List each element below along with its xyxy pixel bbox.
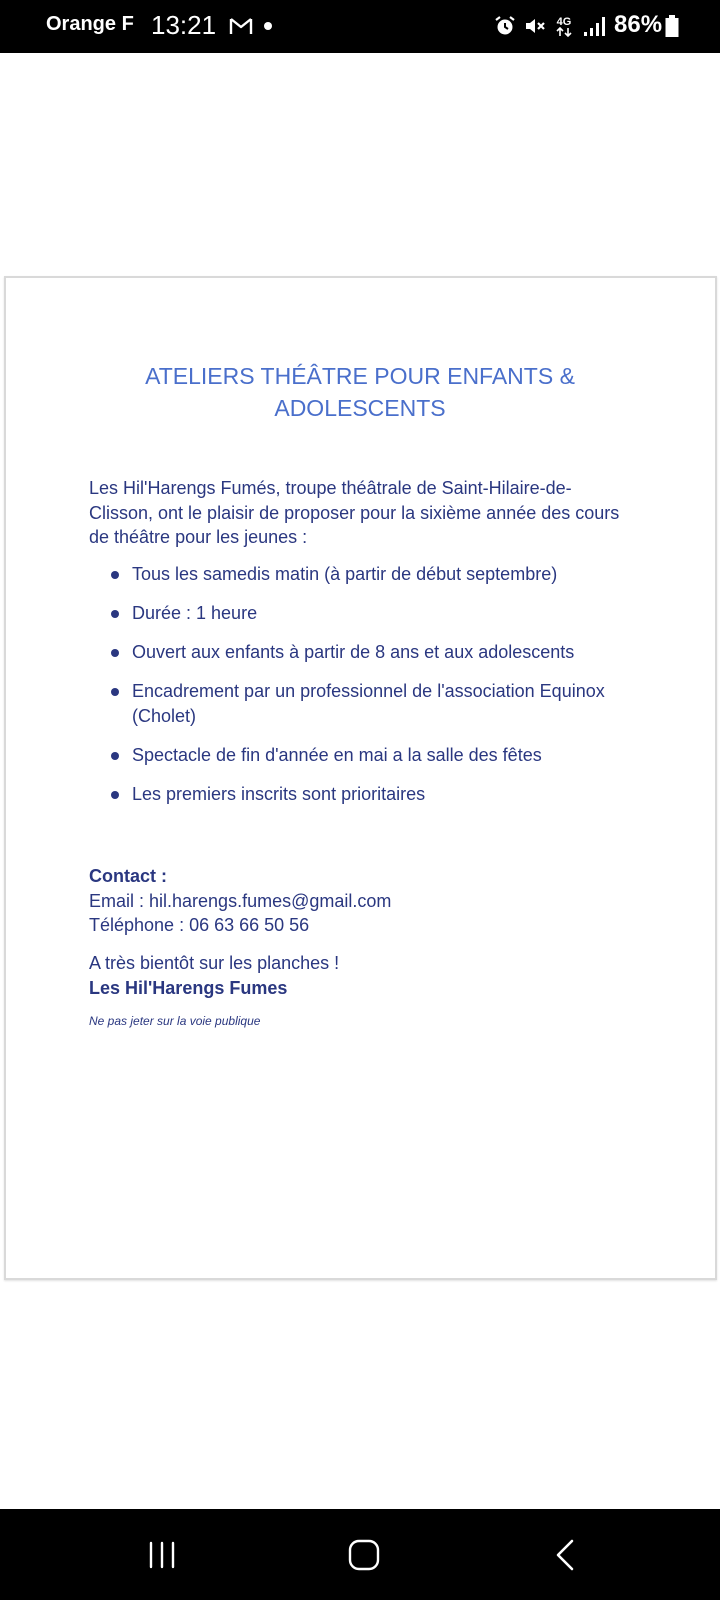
network-4g-icon: [553, 14, 575, 38]
battery-percentage: 86%: [614, 11, 663, 38]
svg-text:4G: 4G: [556, 16, 572, 28]
notification-dot-icon: [262, 14, 274, 38]
list-item: [89, 679, 629, 728]
list-item-text: Durée : 1 heure: [132, 603, 258, 623]
list-item: [89, 562, 629, 587]
email-line: Email : hil.harengs.fumes@gmail.com: [89, 890, 392, 911]
bullet-icon: [111, 649, 119, 657]
carrier-name: Orange F: [46, 13, 134, 35]
list-item-text: Spectacle de fin d'année en mai a la salle des fêtes: [132, 744, 542, 765]
signal-icon: [582, 14, 606, 38]
closing-text: A très bientôt sur les planches !: [89, 953, 340, 973]
disposal-note: Ne pas jeter sur la voie publique: [89, 1014, 261, 1028]
list-item: [89, 601, 629, 626]
contact-section: [89, 864, 629, 938]
bullet-icon: [111, 791, 119, 799]
list-item: [89, 640, 629, 665]
bullet-icon: [111, 688, 119, 696]
closing-section: [89, 951, 629, 1000]
battery-icon: [664, 14, 680, 38]
signature: Les Hil'Harengs Fumes: [89, 977, 288, 998]
phone-line: Téléphone : 06 63 66 50 56: [89, 915, 310, 935]
intro-paragraph: Les Hil'Harengs Fumés, troupe théâtrale de Saint-Hilaire-de-Clisson, ont le plaisir de proposer pour la sixième année des cours de théâtre pour les jeunes :: [89, 478, 620, 547]
list-item-text: Ouvert aux enfants à partir de 8 ans et aux adolescents: [132, 642, 575, 662]
bullet-icon: [111, 752, 119, 760]
list-item-text: Les premiers inscrits sont prioritaires: [132, 783, 426, 804]
list-item-text: Tous les samedis matin (à partir de début septembre): [132, 564, 558, 584]
bullet-icon: [111, 610, 119, 618]
list-item: [89, 743, 629, 768]
alarm-icon: [493, 14, 517, 38]
mute-icon: [523, 14, 547, 38]
document-title: ATELIERS THÉÂTRE POUR ENFANTS & ADOLESCENTS: [145, 363, 575, 421]
home-icon[interactable]: [324, 1529, 404, 1581]
gmail-icon: [228, 14, 254, 38]
info-list: [89, 562, 629, 821]
list-item-text: Encadrement par un professionnel de l'association Equinox (Cholet): [132, 681, 605, 726]
clock: 13:21: [151, 10, 217, 40]
navigation-bar: [0, 1509, 720, 1600]
list-item: [89, 782, 629, 807]
status-bar: [0, 0, 720, 53]
back-icon[interactable]: [526, 1529, 606, 1581]
recent-apps-icon[interactable]: [122, 1529, 202, 1581]
contact-label: Contact :: [89, 866, 167, 886]
bullet-icon: [111, 571, 119, 579]
